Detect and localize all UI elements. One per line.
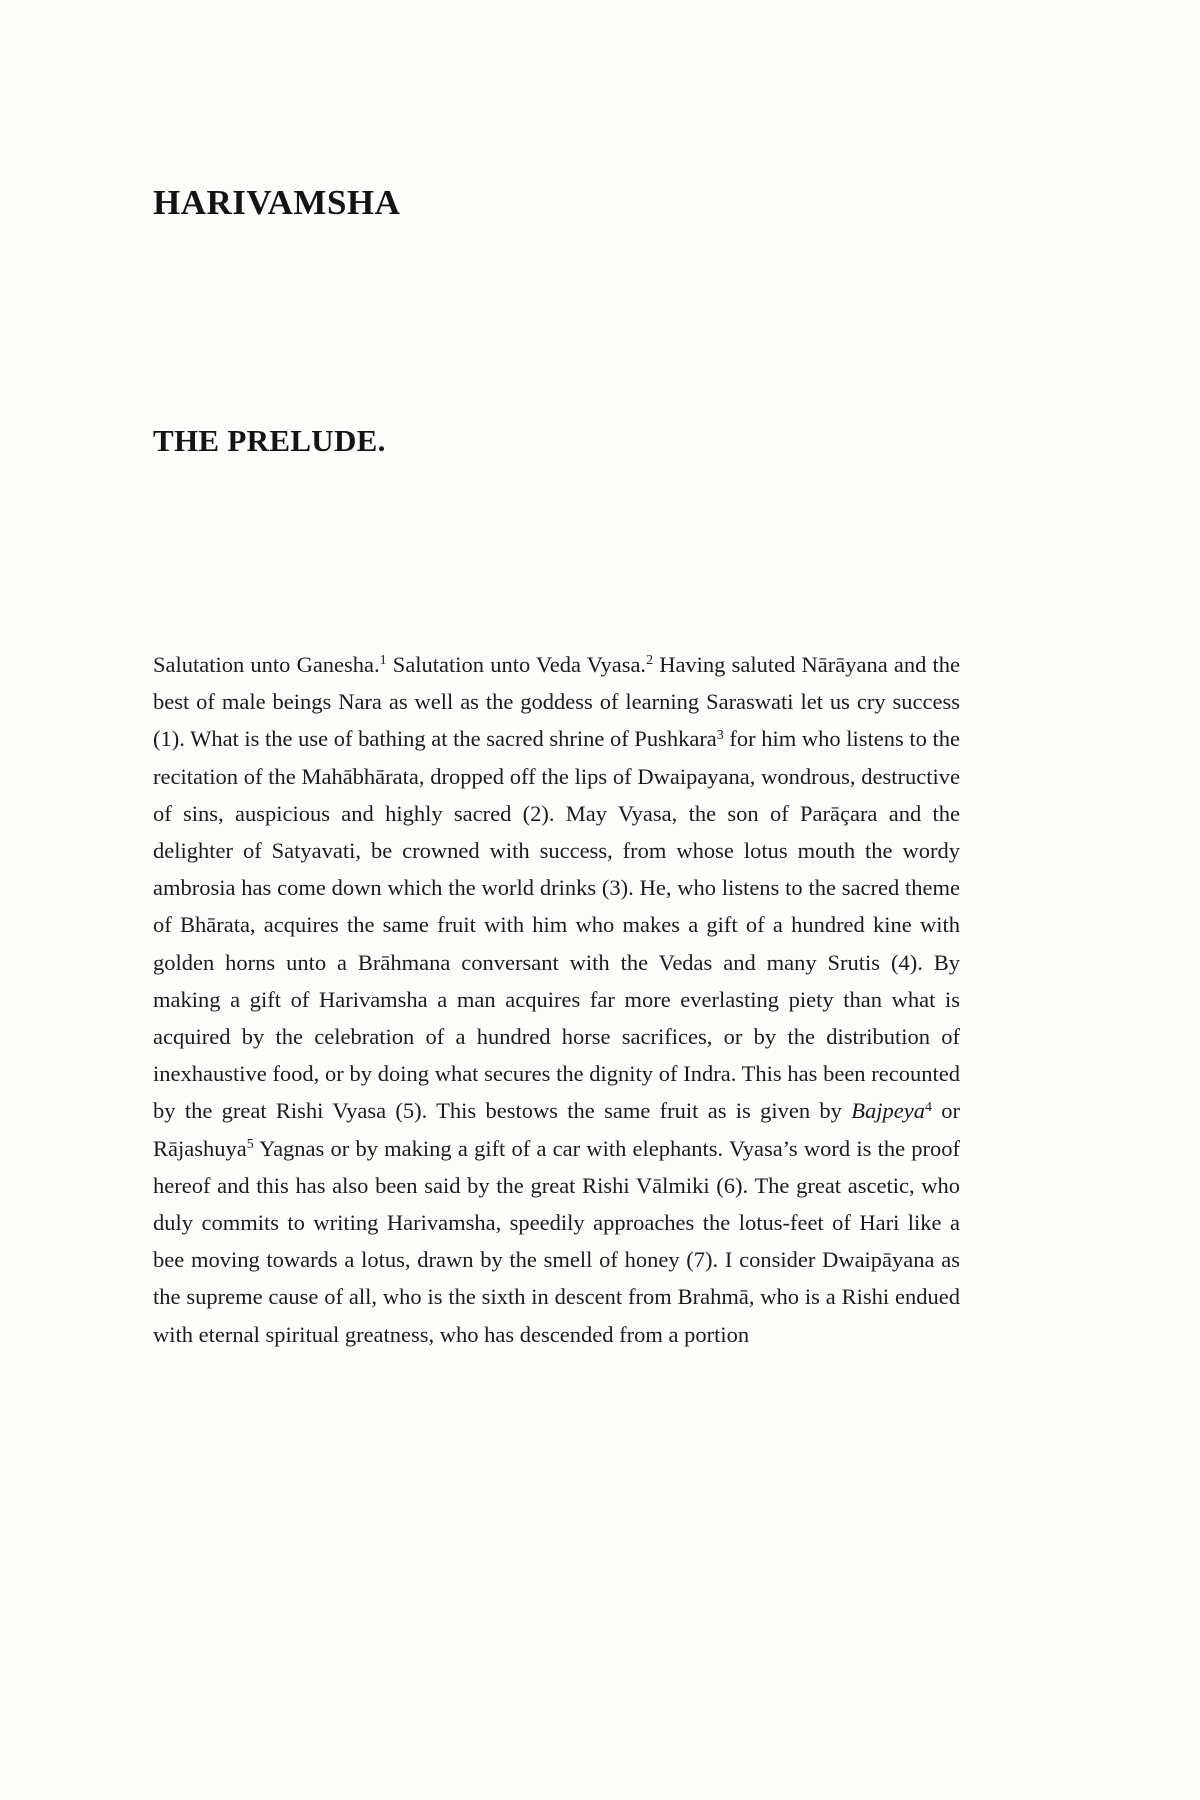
footnote-ref: 4 [924, 1099, 932, 1115]
text-run: for him who listens to the recitation of the Mahābhārata, dropped off the lips of Dwaipayana, wondrous, destructive of sins, auspicious and highly sacred (2). May Vyasa, the son of Parāçara and the delighter of Satyavati, be crowned with success, from whose lotus mouth the wordy ambrosia has come down which the world drinks (3). He, who listens to the sacred theme of Bhārata, acquires the same fruit with him who makes a gift of a hundred kine with golden horns unto a Brāhmana conversant with the Vedas and many Srutis (4). By making a gift of Harivamsha a man acquires far more everlasting piety than what is acquired by the celebration of a hundred horse sacrifices, or by the distribution of inexhaustive food, or by doing what secures the dignity of Indra. This has been recounted by the great Rishi Vyasa (5). This bestows the same fruit as is given by [153, 726, 960, 1124]
footnote-ref: 2 [646, 653, 654, 669]
italic-term: Bajpeya [851, 1098, 925, 1124]
footnote-ref: 1 [379, 653, 387, 669]
body-paragraph [153, 646, 960, 1353]
book-title: HARIVAMSHA [153, 183, 401, 222]
text-run: Yagnas or by making a gift of a car with elephants. Vyasa’s word is the proof hereof and this has also been said by the great Rishi Vālmiki (6). The great ascetic, who duly commits to writing Harivamsha, speedily approaches the lotus-feet of Hari like a bee moving towards a lotus, drawn by the smell of honey (7). I consider Dwaipāyana as the supreme cause of all, who is the sixth in descent from Brahmā, who is a Rishi endued with eternal spiritual greatness, who has descended from a portion [153, 1135, 960, 1347]
footnote-ref: 5 [246, 1136, 254, 1152]
section-heading: THE PRELUDE. [153, 423, 386, 458]
text-run: Salutation unto Veda Vyasa. [386, 652, 647, 677]
text-run: or Rājashuya [153, 1098, 960, 1161]
footnote-ref: 3 [716, 727, 724, 743]
text-run: Having saluted Nārāyana and the best of male beings Nara as well as the goddess of learning Saraswati let us cry success (1). What is the use of bathing at the sacred shrine of Pushkara [153, 652, 960, 752]
text-run: Salutation unto Ganesha. [153, 652, 380, 677]
